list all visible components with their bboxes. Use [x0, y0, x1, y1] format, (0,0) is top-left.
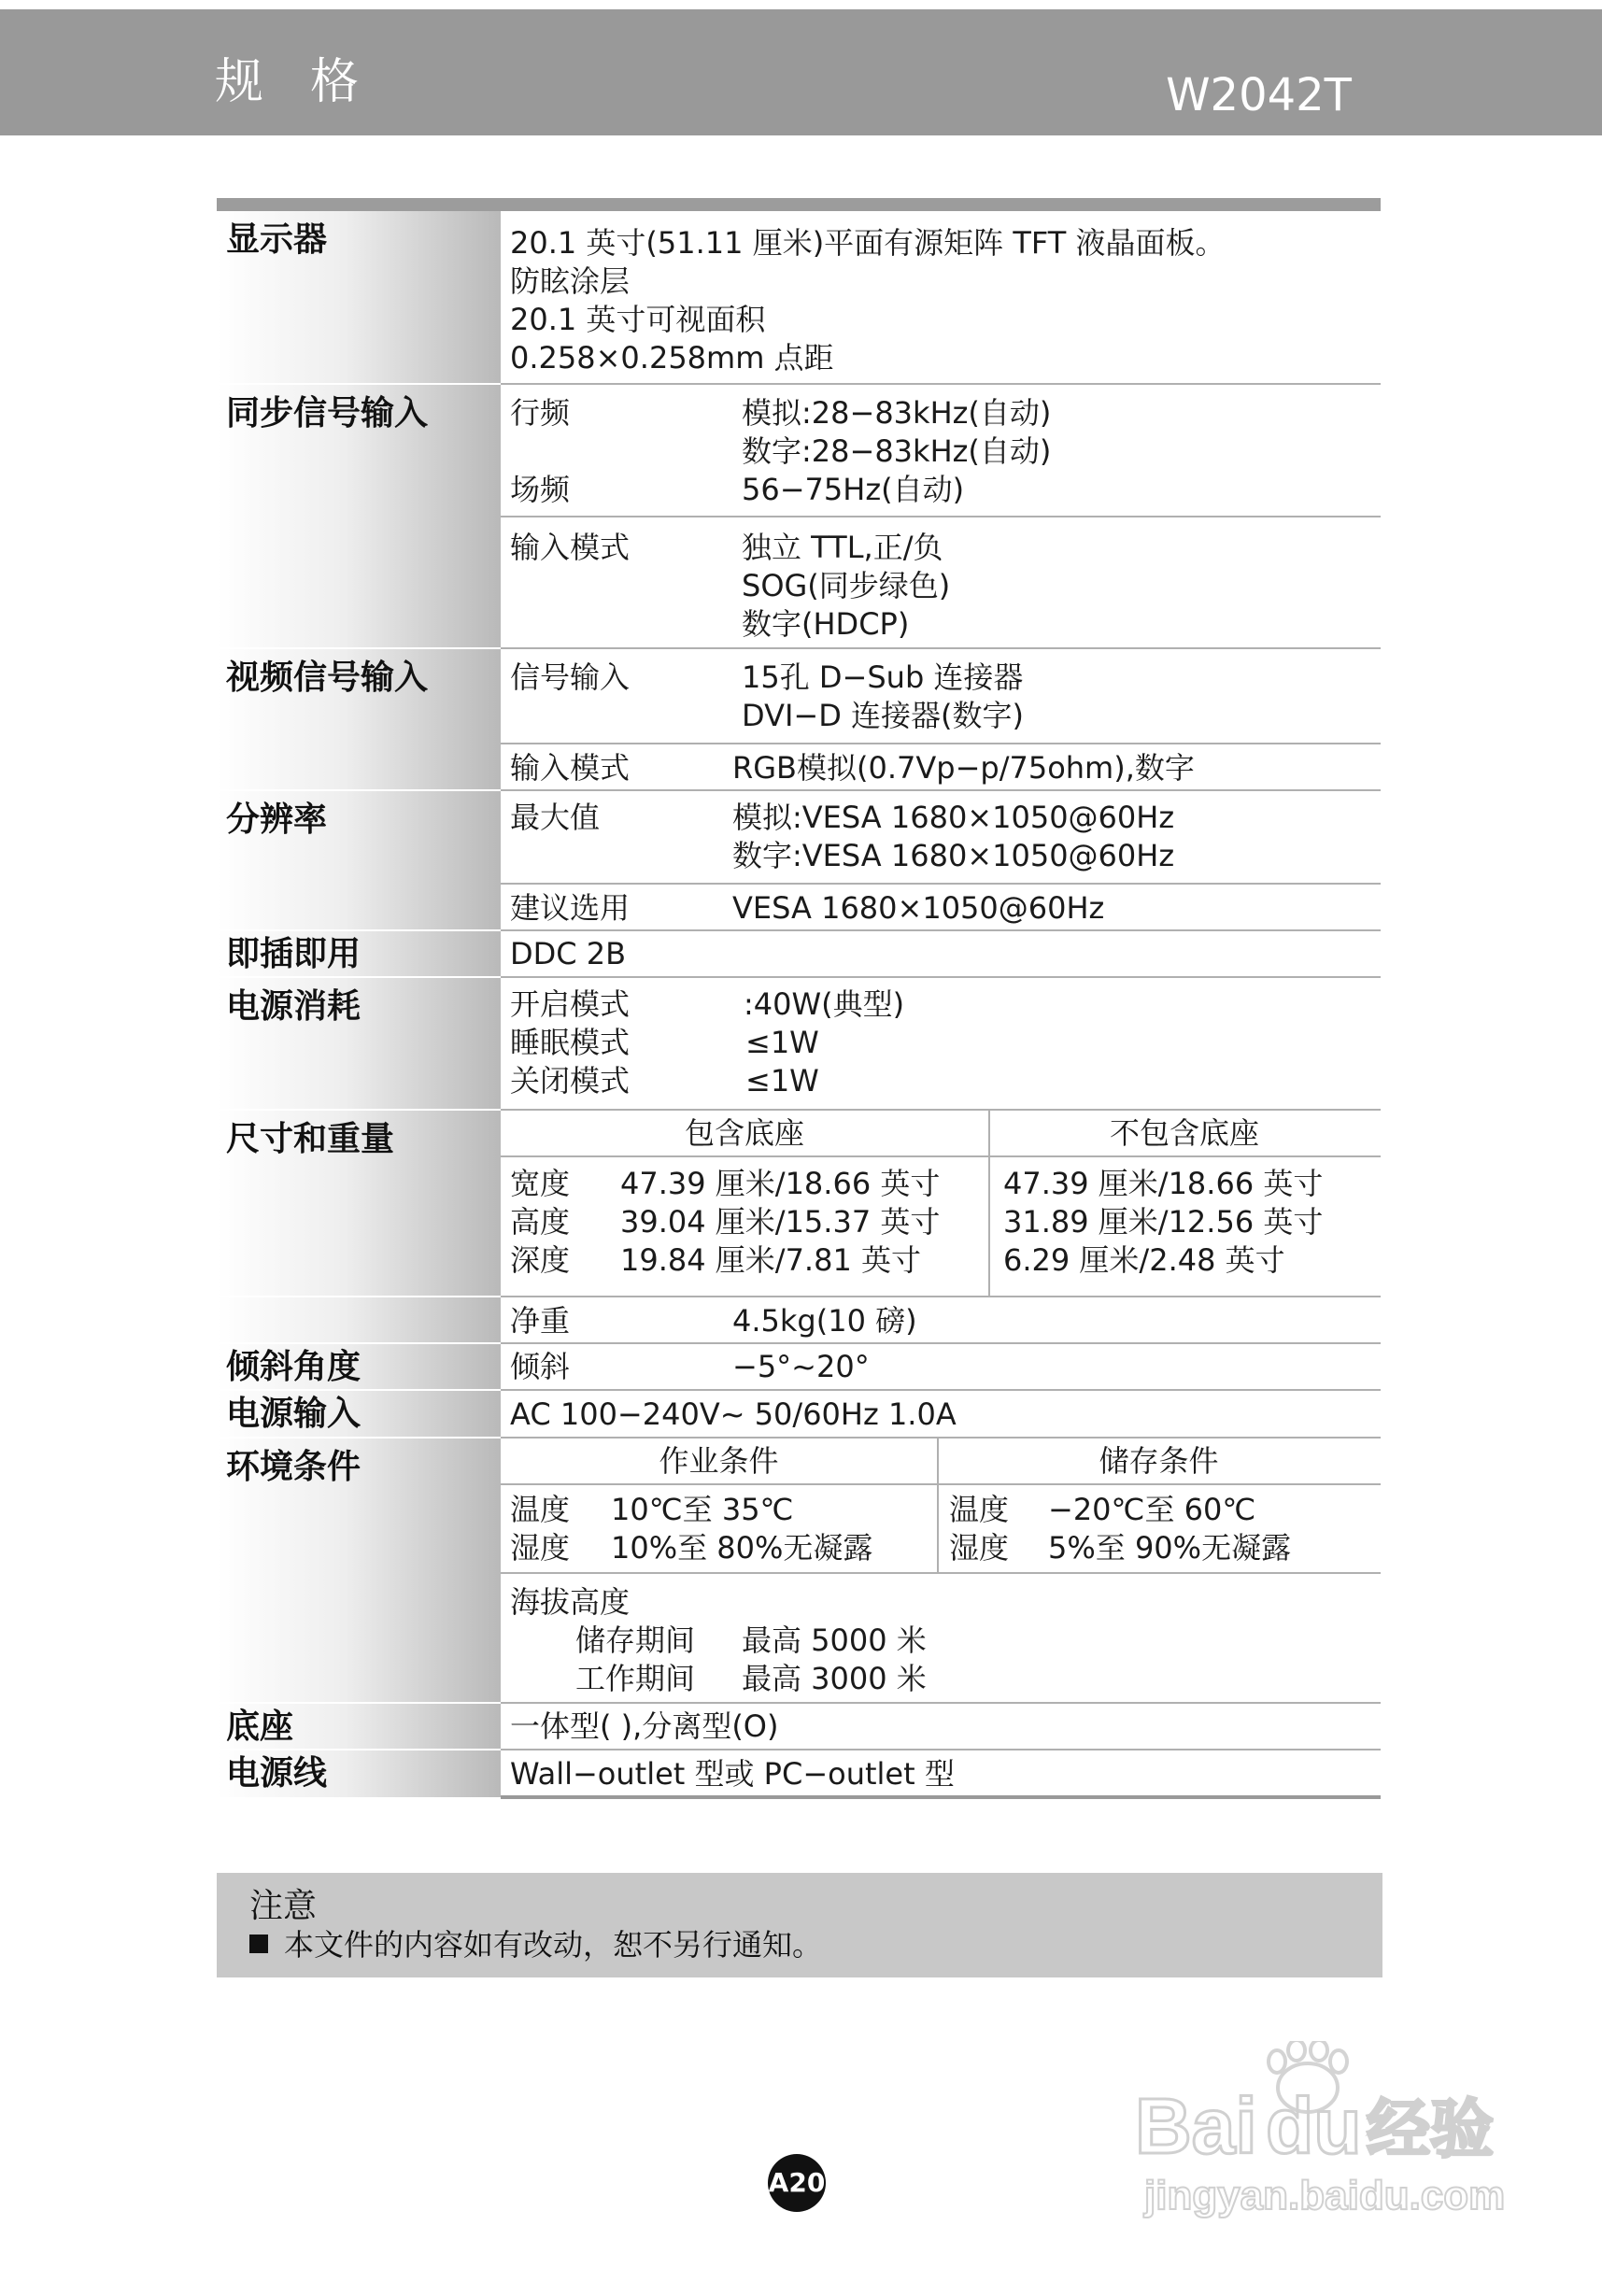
row-display: [217, 211, 1381, 385]
note-text: 本文件的内容如有改动，恕不另行通知。: [284, 1927, 823, 1963]
env-altitude-block: [501, 1574, 1381, 1704]
temperature-label: 温度: [949, 1492, 1010, 1527]
category-label: 倾斜角度: [226, 1348, 362, 1386]
detail-cell: [501, 1439, 1381, 1704]
altitude-operating-value: 最高 3000 米: [742, 1661, 927, 1696]
storage-header: 储存条件: [1099, 1443, 1219, 1479]
category-cell: [217, 1297, 501, 1344]
with-stand-header: 包含底座: [684, 1115, 804, 1151]
display-line: 20.1 英寸可视面积: [510, 302, 766, 337]
category-label: 视频信号输入: [226, 659, 429, 697]
column-divider: [937, 1439, 939, 1574]
row-video: [217, 649, 1381, 791]
row-resolution: [217, 791, 1381, 931]
power-cord-value: Wall−outlet 型或 PC−outlet 型: [510, 1756, 955, 1792]
max-resolution-digital: 数字:VESA 1680×1050@60Hz: [732, 838, 1175, 873]
signal-input-value: 15孔 D−Sub 连接器: [742, 659, 1024, 695]
category-cell: [217, 931, 501, 978]
resolution-recommended-block: [501, 885, 1381, 931]
without-stand-value: 47.39 厘米/18.66 英寸: [1003, 1166, 1324, 1201]
row-power-input: [217, 1391, 1381, 1439]
note-box: [217, 1873, 1382, 1977]
input-mode-label: 输入模式: [510, 750, 631, 786]
env-header-block: [501, 1439, 1381, 1485]
dimension-label: 宽度: [510, 1166, 571, 1201]
plug-and-play-value: DDC 2B: [510, 936, 627, 971]
with-stand-value: 39.04 厘米/15.37 英寸: [620, 1204, 941, 1240]
category-label: 显示器: [226, 220, 328, 259]
model-number: W2042T: [1166, 69, 1352, 121]
detail-cell: [501, 931, 1381, 978]
row-plug-and-play: [217, 931, 1381, 978]
dimension-label: 深度: [510, 1242, 571, 1278]
row-weight: [217, 1297, 1381, 1344]
operating-temperature: 10℃至 35℃: [611, 1492, 794, 1527]
page-header: [0, 9, 1602, 135]
h-freq-label: 行频: [510, 395, 571, 431]
power-mode-value: ≤1W: [745, 1063, 819, 1098]
display-line: 20.1 英寸(51.11 厘米)平面有源矩阵 TFT 液晶面板。: [510, 225, 1226, 261]
video-signal-block: [501, 649, 1381, 744]
power-input-value: AC 100−240V~ 50/60Hz 1.0A: [510, 1396, 957, 1432]
category-label: 底座: [226, 1708, 294, 1746]
signal-input-value: DVI−D 连接器(数字): [742, 698, 1025, 733]
category-cell: [217, 978, 501, 1111]
input-mode-value: 数字(HDCP): [742, 606, 910, 642]
altitude-storage-value: 最高 5000 米: [742, 1623, 927, 1658]
input-mode-label: 输入模式: [510, 530, 631, 565]
v-freq-label: 场频: [510, 472, 571, 507]
weight-value: 4.5kg(10 磅): [732, 1303, 917, 1339]
category-cell: [217, 791, 501, 931]
signal-input-label: 信号输入: [510, 659, 631, 695]
detail-cell: [501, 1344, 1381, 1391]
detail-cell: [501, 1750, 1381, 1799]
sync-frequency-block: [501, 385, 1381, 517]
stand-value: 一体型( ),分离型(O): [510, 1708, 779, 1744]
detail-cell: [501, 649, 1381, 791]
bullet-square-icon: [249, 1935, 268, 1953]
power-mode-label: 关闭模式: [510, 1063, 631, 1098]
humidity-label: 湿度: [510, 1530, 571, 1566]
detail-cell: [501, 385, 1381, 649]
tilt-label: 倾斜: [510, 1349, 571, 1384]
category-cell: [217, 1391, 501, 1439]
category-cell: [217, 1704, 501, 1750]
row-power-cord: [217, 1750, 1381, 1799]
size-dimensions-block: [501, 1157, 1381, 1297]
storage-humidity: 5%至 90%无凝露: [1048, 1530, 1292, 1566]
category-cell: [217, 1344, 501, 1391]
h-freq-analog: 模拟:28−83kHz(自动): [742, 395, 1052, 431]
altitude-label: 海拔高度: [510, 1584, 631, 1620]
category-cell: [217, 1750, 501, 1799]
detail-cell: [501, 791, 1381, 931]
category-cell: [217, 1111, 501, 1297]
category-label: 即插即用: [226, 935, 362, 973]
row-size-weight: [217, 1111, 1381, 1297]
input-mode-value: SOG(同步绿色): [742, 568, 951, 603]
without-stand-header: 不包含底座: [1109, 1115, 1259, 1151]
power-mode-value: ≤1W: [745, 1025, 819, 1060]
detail-cell: [501, 1297, 1381, 1344]
detail-cell: [501, 211, 1381, 385]
row-sync: [217, 385, 1381, 649]
page-number: A20: [768, 2154, 826, 2212]
category-label: 同步信号输入: [226, 394, 429, 432]
category-cell: [217, 649, 501, 791]
altitude-operating-label: 工作期间: [575, 1661, 696, 1696]
row-environment: [217, 1439, 1381, 1704]
row-power-consumption: [217, 978, 1381, 1111]
operating-header: 作业条件: [659, 1443, 779, 1479]
category-label: 环境条件: [226, 1448, 362, 1486]
baidu-watermark: [1116, 2041, 1518, 2228]
dimension-label: 高度: [510, 1204, 571, 1240]
operating-humidity: 10%至 80%无凝露: [611, 1530, 873, 1566]
power-mode-label: 睡眠模式: [510, 1025, 631, 1060]
display-line: 0.258×0.258mm 点距: [510, 340, 834, 376]
without-stand-value: 31.89 厘米/12.56 英寸: [1003, 1204, 1324, 1240]
env-conditions-block: [501, 1485, 1381, 1574]
note-title: 注意: [249, 1887, 318, 1925]
paw-toe-icon: [1330, 2050, 1347, 2073]
resolution-max-block: [501, 791, 1381, 885]
column-divider: [988, 1111, 990, 1297]
input-mode-value: RGB模拟(0.7Vp−p/75ohm),数字: [732, 750, 1195, 786]
sync-mode-block: [501, 517, 1381, 649]
page-title: 规格: [215, 54, 406, 110]
category-label: 电源输入: [226, 1395, 362, 1433]
storage-temperature: −20℃至 60℃: [1048, 1492, 1256, 1527]
paw-toe-icon: [1311, 2041, 1327, 2061]
recommended-label: 建议选用: [510, 890, 631, 926]
temperature-label: 温度: [510, 1492, 571, 1527]
category-cell: [217, 1439, 501, 1704]
display-line: 防眩涂层: [510, 263, 631, 299]
without-stand-value: 6.29 厘米/2.48 英寸: [1003, 1242, 1285, 1278]
power-mode-value: :40W(典型): [744, 986, 905, 1022]
detail-cell: [501, 978, 1381, 1111]
input-mode-value: 独立 TTL,正/负: [742, 530, 943, 565]
max-resolution-label: 最大值: [510, 800, 601, 835]
altitude-storage-label: 储存期间: [575, 1623, 696, 1658]
humidity-label: 湿度: [949, 1530, 1010, 1566]
watermark-cn: 经验: [1367, 2093, 1495, 2167]
category-label: 尺寸和重量: [226, 1120, 395, 1158]
detail-cell: [501, 1111, 1381, 1297]
recommended-value: VESA 1680×1050@60Hz: [732, 890, 1105, 926]
power-mode-label: 开启模式: [510, 986, 631, 1022]
with-stand-value: 19.84 厘米/7.81 英寸: [620, 1242, 921, 1278]
detail-cell: [501, 1704, 1381, 1750]
size-header-block: [501, 1111, 1381, 1157]
category-cell: [217, 211, 501, 385]
spec-table: [217, 198, 1381, 1804]
weight-label: 净重: [510, 1303, 571, 1339]
row-stand: [217, 1704, 1381, 1750]
v-freq-value: 56−75Hz(自动): [742, 472, 965, 507]
watermark-brand: Bai: [1135, 2082, 1257, 2170]
category-cell: [217, 385, 501, 649]
tilt-value: −5°~20°: [732, 1349, 870, 1384]
category-label: 电源线: [226, 1754, 328, 1793]
with-stand-value: 47.39 厘米/18.66 英寸: [620, 1166, 941, 1201]
category-label: 电源消耗: [226, 987, 362, 1026]
category-label: 分辨率: [226, 801, 328, 839]
video-mode-block: [501, 744, 1381, 791]
row-tilt: [217, 1344, 1381, 1391]
watermark-brand-du: du: [1266, 2082, 1362, 2170]
h-freq-digital: 数字:28−83kHz(自动): [742, 433, 1052, 469]
max-resolution-analog: 模拟:VESA 1680×1050@60Hz: [732, 800, 1175, 835]
watermark-url: jingyan.baidu.com: [1144, 2173, 1506, 2218]
paw-toe-icon: [1269, 2050, 1285, 2073]
detail-cell: [501, 1391, 1381, 1439]
paw-toe-icon: [1288, 2041, 1305, 2061]
